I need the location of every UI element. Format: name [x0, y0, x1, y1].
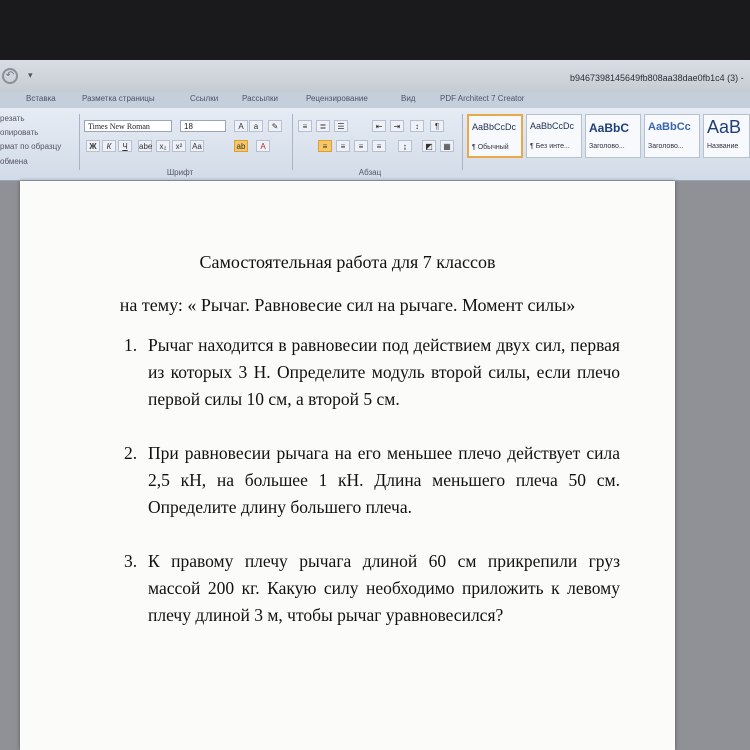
divider [462, 114, 463, 170]
tab-review[interactable]: Рецензирование [306, 94, 368, 103]
bold-button[interactable]: Ж [86, 140, 100, 152]
style-heading-2[interactable] [644, 114, 700, 158]
shading-icon[interactable]: ◩ [422, 140, 436, 152]
clipboard-group-label: обмена [0, 157, 28, 166]
clipboard-group [0, 112, 78, 176]
numbering-icon[interactable]: ≣ [316, 120, 330, 132]
task-item [124, 548, 620, 629]
divider [79, 114, 80, 170]
chevron-down-icon[interactable]: ▾ [28, 70, 33, 80]
shrink-font-button[interactable]: a [249, 120, 263, 132]
cut-button[interactable]: резать [0, 114, 25, 123]
title-bar [0, 60, 750, 92]
italic-button[interactable]: К [102, 140, 116, 152]
task-item [124, 440, 620, 521]
change-case-button[interactable]: Aa [190, 140, 204, 152]
style-name: ¶ Без инте... [530, 143, 570, 150]
style-name: ¶ Обычный [472, 144, 509, 151]
word-window [0, 60, 750, 750]
highlight-icon[interactable]: ab [234, 140, 248, 152]
tab-page-layout[interactable]: Разметка страницы [82, 94, 155, 103]
style-normal[interactable] [467, 114, 523, 158]
task-text: При равновесии рычага на его меньшее плечо действует сила 2,5 кН, на большее 1 кН. Длина меньшего плеча 50 см. Определите длину большего плеча. [148, 443, 620, 517]
style-no-spacing[interactable] [526, 114, 582, 158]
task-number: 1. [124, 335, 138, 355]
style-sample: AaBbC [589, 121, 630, 135]
bullets-icon[interactable]: ≡ [298, 120, 312, 132]
pilcrow-icon[interactable]: ¶ [430, 120, 444, 132]
subscript-button[interactable]: x₂ [156, 140, 170, 152]
decrease-indent-icon[interactable]: ⇤ [372, 120, 386, 132]
task-text: Рычаг находится в равновесии под действием двух сил, первая из которых 3 Н. Определите модуль второй силы, если плечо первой силы 10 см, а второй 5 см. [148, 335, 620, 409]
style-title[interactable] [703, 114, 750, 158]
ribbon-tabs [0, 92, 750, 108]
strikethrough-button[interactable]: abe [139, 142, 153, 151]
justify-icon[interactable]: ≡ [372, 140, 386, 152]
format-painter-button[interactable]: рмат по образцу [0, 142, 62, 151]
style-heading-1[interactable] [585, 114, 641, 158]
window-title: b9467398145649fb808aa38dae0fb1c4 (3) - [570, 73, 744, 83]
document-subtitle: на тему: « Рычаг. Равновесие сил на рычаге. Момент силы» [119, 295, 576, 315]
copy-button[interactable]: опировать [0, 128, 39, 137]
tab-mailings[interactable]: Рассылки [242, 94, 278, 103]
font-group-label: Шрифт [166, 168, 194, 177]
quick-access-toolbar [0, 66, 44, 86]
font-color-button[interactable]: A [256, 140, 270, 152]
style-name: Заголово... [589, 143, 625, 150]
borders-icon[interactable]: ▦ [440, 140, 454, 152]
divider [292, 114, 293, 170]
task-number: 3. [124, 551, 138, 571]
style-sample: AaB [707, 117, 742, 137]
font-name-select[interactable]: Times New Roman [84, 120, 172, 132]
style-name: Название [707, 143, 739, 150]
clear-format-button[interactable]: ✎ [268, 120, 282, 132]
task-item [124, 332, 620, 413]
task-number: 2. [124, 443, 138, 463]
increase-indent-icon[interactable]: ⇥ [390, 120, 404, 132]
align-left-icon[interactable]: ≡ [318, 140, 332, 152]
paragraph-group-label: Абзац [358, 168, 382, 177]
task-text: К правому плечу рычага длиной 60 см прикрепили груз массой 200 кг. Какую силу необходимо приложить к левому плечу длиной 3 м, чтобы рычаг уравновесился? [148, 551, 620, 625]
multilevel-list-icon[interactable]: ☰ [334, 120, 348, 132]
align-center-icon[interactable]: ≡ [336, 140, 350, 152]
tab-pdf-architect[interactable]: PDF Architect 7 Creator [440, 94, 525, 103]
line-spacing-icon[interactable]: ↨ [398, 140, 412, 152]
font-size-select[interactable]: 18 [180, 120, 226, 132]
underline-button[interactable]: Ч [118, 140, 132, 152]
style-sample: AaBbCc [648, 121, 691, 133]
style-sample: AaBbCcDc [530, 121, 575, 131]
style-name: Заголово... [648, 143, 684, 150]
superscript-button[interactable]: x² [172, 140, 186, 152]
tab-insert[interactable]: Вставка [26, 94, 56, 103]
document-area[interactable] [0, 181, 750, 750]
sort-icon[interactable]: ↕ [410, 120, 424, 132]
style-sample: AaBbCcDc [472, 122, 517, 132]
ribbon [0, 108, 750, 181]
undo-icon[interactable]: ↶ [2, 68, 18, 84]
document-page[interactable] [20, 181, 675, 750]
grow-font-button[interactable]: A [234, 120, 248, 132]
align-right-icon[interactable]: ≡ [354, 140, 368, 152]
tab-references[interactable]: Ссылки [190, 94, 219, 103]
document-title: Самостоятельная работа для 7 классов [199, 252, 496, 272]
tab-view[interactable]: Вид [401, 94, 416, 103]
